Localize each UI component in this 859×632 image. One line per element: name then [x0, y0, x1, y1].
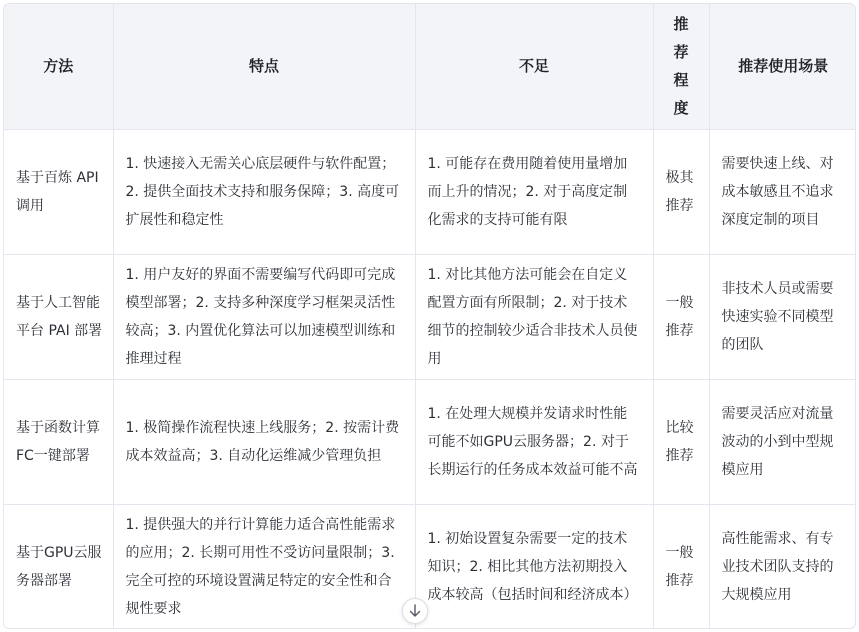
cell-method: 基于函数计算FC一键部署 — [4, 379, 113, 504]
cell-scenario: 需要灵活应对流量波动的小到中型规模应用 — [709, 379, 856, 504]
header-recommendation-level: 推荐程度 — [653, 4, 709, 129]
cell-features: 1. 提供强大的并行计算能力适合高性能需求的应用；2. 长期可用性不受访问量限制；3. 完全可控的环境设置满足特定的安全性和合规性要求 — [113, 504, 415, 629]
table-row — [4, 254, 856, 379]
cell-drawbacks: 1. 在处理大规模并发请求时性能可能不如GPU云服务器；2. 对于长期运行的任务成本效益可能不高 — [415, 379, 653, 504]
scroll-down-button[interactable] — [402, 598, 428, 624]
header-scenario: 推荐使用场景 — [709, 4, 856, 129]
cell-drawbacks: 1. 可能存在费用随着使用量增加而上升的情况；2. 对于高度定制化需求的支持可能有限 — [415, 129, 653, 254]
comparison-table — [4, 4, 856, 629]
table-header-row — [4, 4, 856, 129]
table-row — [4, 379, 856, 504]
cell-features: 1. 用户友好的界面不需要编写代码即可完成模型部署；2. 支持多种深度学习框架灵活性较高；3. 内置优化算法可以加速模型训练和推理过程 — [113, 254, 415, 379]
cell-features: 1. 快速接入无需关心底层硬件与软件配置；2. 提供全面技术支持和服务保障；3. 高度可扩展性和稳定性 — [113, 129, 415, 254]
arrow-down-icon — [409, 604, 421, 618]
cell-method: 基于人工智能平台 PAI 部署 — [4, 254, 113, 379]
cell-recommendation-level: 极其推荐 — [653, 129, 709, 254]
cell-recommendation-level: 一般推荐 — [653, 254, 709, 379]
cell-drawbacks: 1. 初始设置复杂需要一定的技术知识；2. 相比其他方法初期投入成本较高（包括时间和经济成本） — [415, 504, 653, 629]
cell-scenario: 需要快速上线、对成本敏感且不追求深度定制的项目 — [709, 129, 856, 254]
cell-features: 1. 极简操作流程快速上线服务；2. 按需计费成本效益高；3. 自动化运维减少管理负担 — [113, 379, 415, 504]
cell-recommendation-level: 比较推荐 — [653, 379, 709, 504]
table-row — [4, 129, 856, 254]
table-row — [4, 504, 856, 629]
header-features: 特点 — [113, 4, 415, 129]
header-drawbacks: 不足 — [415, 4, 653, 129]
comparison-table-container — [3, 3, 856, 629]
cell-recommendation-level: 一般推荐 — [653, 504, 709, 629]
cell-method: 基于GPU云服务器部署 — [4, 504, 113, 629]
cell-method: 基于百炼 API 调用 — [4, 129, 113, 254]
cell-scenario: 高性能需求、有专业技术团队支持的大规模应用 — [709, 504, 856, 629]
cell-scenario: 非技术人员或需要快速实验不同模型的团队 — [709, 254, 856, 379]
cell-drawbacks: 1. 对比其他方法可能会在自定义配置方面有所限制；2. 对于技术细节的控制较少适合非技术人员使用 — [415, 254, 653, 379]
header-method: 方法 — [4, 4, 113, 129]
